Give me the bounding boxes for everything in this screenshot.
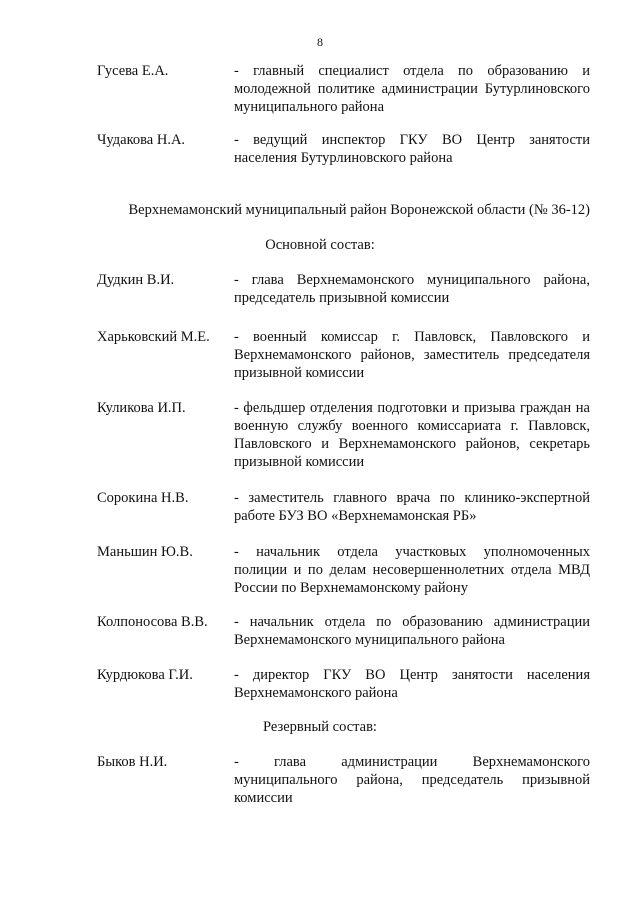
member-name: Сорокина Н.В.	[97, 490, 189, 506]
member-name: Колпоносова В.В.	[97, 614, 208, 630]
member-role: - глава Верхнемамонского муниципального района, председатель призывной комиссии	[234, 272, 590, 306]
member-name: Маньшин Ю.В.	[97, 544, 193, 560]
member-name: Куликова И.П.	[97, 400, 186, 416]
member-role: - директор ГКУ ВО Центр занятости населения Верхнемамонского района	[234, 667, 590, 701]
member-role: - фельдшер отделения подготовки и призыва граждан на военную службу военного комиссариата г. Павловск, Павловского и Верхнемамонского районов, секретарь призывной комиссии	[234, 400, 590, 470]
member-role: - заместитель главного врача по клинико-экспертной работе БУЗ ВО «Верхнемамонская РБ»	[234, 490, 590, 524]
page-number: 8	[317, 35, 323, 49]
main-composition-heading: Основной состав:	[265, 237, 375, 253]
member-role: - начальник отдела участковых уполномоченных полиции и по делам несовершеннолетних отдела МВД России по Верхнемамонскому району	[234, 544, 590, 596]
member-name: Курдюкова Г.И.	[97, 667, 193, 683]
member-name: Чудакова Н.А.	[97, 132, 186, 148]
member-role: - глава администрации Верхнемамонского муниципального района, председатель призывной комиссии	[234, 754, 590, 806]
member-role: - начальник отдела по образованию администрации Верхнемамонского муниципального района	[234, 614, 590, 648]
member-name: Харьковский М.Е.	[97, 329, 210, 345]
member-name: Гусева Е.А.	[97, 63, 169, 79]
member-role: - ведущий инспектор ГКУ ВО Центр занятости населения Бутурлиновского района	[234, 132, 590, 166]
member-role: - военный комиссар г. Павловск, Павловского и Верхнемамонского районов, заместитель председателя призывной комиссии	[234, 329, 590, 381]
district-title: Верхнемамонский муниципальный район Воронежской области (№ 36-12)	[128, 202, 590, 218]
member-role: - главный специалист отдела по образованию и молодежной политике администрации Бутурлиновского муниципального района	[234, 63, 590, 115]
reserve-composition-heading: Резервный состав:	[263, 719, 377, 735]
member-name: Дудкин В.И.	[97, 272, 175, 288]
member-name: Быков Н.И.	[97, 754, 168, 770]
